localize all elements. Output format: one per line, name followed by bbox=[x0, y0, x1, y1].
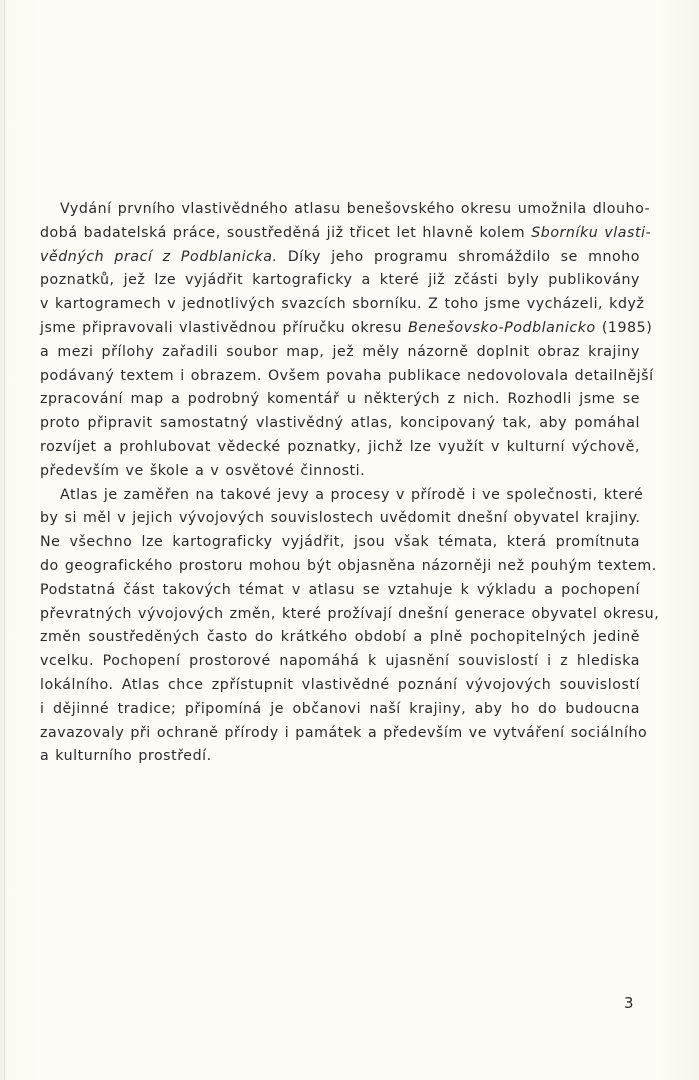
text-line: i dějinné tradice; připomíná je občanovi naší krajiny, aby ho do budoucna bbox=[40, 700, 640, 717]
text-segment: (1985) bbox=[601, 319, 653, 336]
text-segment: dobá badatelská práce, soustředěná již třicet let hlavně kolem bbox=[40, 224, 526, 241]
text-line: a kulturního prostředí. bbox=[40, 748, 212, 765]
text-line: zpracování map a podrobný komentář u některých z nich. Rozhodli jsme se bbox=[40, 391, 640, 408]
paragraph-1 bbox=[40, 198, 654, 484]
text-line: do geografického prostoru mohou být objasněna názorněji než pouhým textem. bbox=[40, 557, 657, 574]
paragraph-2 bbox=[40, 484, 660, 770]
text-line: by si měl v jejich vývojových souvislostech uvědomit dnešní obyvatel krajiny. bbox=[40, 510, 641, 527]
text-line: poznatků, jež lze vyjádřit kartograficky a které již zčásti byly publikovány bbox=[40, 272, 640, 289]
text-line: a mezi přílohy zařadili soubor map, jež měly názorně doplnit obraz krajiny bbox=[40, 343, 640, 360]
text-line bbox=[40, 222, 652, 246]
text-line: vcelku. Pochopení prostorové napomáhá k ujasnění souvislostí i z hlediska bbox=[40, 653, 640, 670]
text-line: rozvíjet a prohlubovat vědecké poznatky, jichž lze využít v kulturní výchově, bbox=[40, 438, 640, 455]
text-line: Vydání prvního vlastivědného atlasu benešovského okresu umožnila dlouho- bbox=[60, 201, 651, 217]
page-edge bbox=[4, 0, 5, 1080]
text-segment: Díky jeho programu shromáždilo se mnoho bbox=[287, 248, 641, 265]
text-line: podávaný textem i obrazem. Ovšem povaha publikace nedovolovala detailnější bbox=[40, 367, 654, 384]
text-line bbox=[40, 246, 640, 270]
italic-segment: Sborníku vlasti- bbox=[531, 224, 652, 241]
text-line: zavazovaly při ochraně přírody i památek a především ve vytváření sociálního bbox=[40, 724, 648, 741]
text-line: proto připravit samostatný vlastivědný atlas, koncipovaný tak, aby pomáhal bbox=[40, 415, 640, 432]
text-segment: jsme připravovali vlastivědnou příručku okresu bbox=[40, 319, 403, 336]
text-line bbox=[40, 317, 653, 341]
body-text bbox=[40, 198, 660, 769]
text-line: Atlas je zaměřen na takové jevy a procesy v přírodě i ve společnosti, které bbox=[60, 486, 644, 503]
text-line: převratných vývojových změn, které prožívají dnešní generace obyvatel okresu, bbox=[40, 605, 660, 622]
text-line: v kartogramech v jednotlivých svazcích sborníku. Z toho jsme vycházeli, když bbox=[40, 296, 645, 313]
text-line: změn soustředěných často do krátkého období a plně pochopitelných jedině bbox=[40, 629, 640, 646]
italic-segment: Benešovsko-Podblanicko bbox=[408, 319, 596, 336]
italic-segment: vědných prací z Podblanicka. bbox=[40, 248, 278, 265]
text-line: lokálního. Atlas chce zpřístupnit vlastivědné poznání vývojových souvislostí bbox=[40, 676, 640, 693]
page-number: 3 bbox=[624, 994, 634, 1012]
text-line: Ne všechno lze kartograficky vyjádřit, jsou však témata, která promítnuta bbox=[40, 534, 640, 551]
text-line: Podstatná část takových témat v atlasu se vztahuje k výkladu a pochopení bbox=[40, 581, 640, 598]
text-line: především ve škole a v osvětové činnosti. bbox=[40, 462, 366, 479]
